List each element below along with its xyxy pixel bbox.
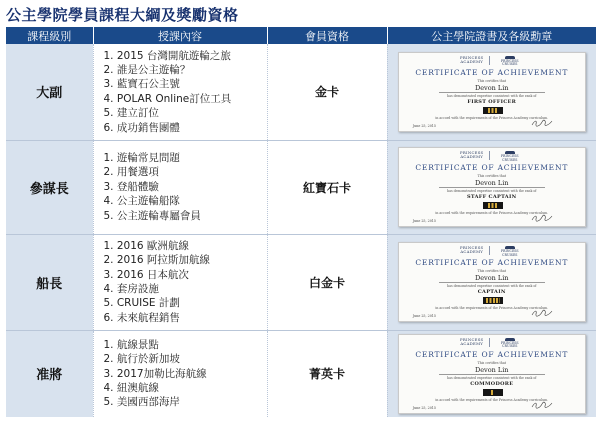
certificate-name: Devon Lin — [475, 83, 509, 92]
certificate-accord-text: in accord with the requirements of the Princess Academy curriculum. — [435, 397, 549, 402]
name-underline — [439, 282, 545, 283]
epaulette-stripes — [488, 203, 498, 208]
certificate-cell — [387, 330, 596, 417]
certificate-image — [398, 334, 586, 414]
certificate-rank-intro: has demonstrated expertise consistent with the rank of — [447, 284, 537, 288]
certificate-name: Devon Lin — [475, 179, 509, 187]
table-row — [6, 330, 596, 417]
course-content — [93, 140, 267, 234]
course-item-list — [104, 151, 267, 223]
princess-academy-logo: PRINCESS ACADEMY — [460, 150, 484, 160]
logo-divider — [489, 151, 490, 160]
course-level — [6, 140, 93, 234]
name-underline — [439, 92, 545, 93]
certificate-title: CERTIFICATE OF ACHIEVEMENT — [415, 67, 569, 77]
certificate-rank: FIRST OFFICER — [467, 98, 517, 105]
course-item: 6. 未來航程銷售 — [103, 311, 180, 324]
certificate-certify-text: This certifies that — [477, 360, 507, 365]
certificate-accord-text: in accord with the requirements of the Princess Academy curriculum. — [435, 211, 549, 215]
epaulette-stripes — [491, 390, 494, 395]
course-item: 2. 誰是公主遊輪？ — [103, 63, 191, 76]
certificate-date: June 25, 2015 — [412, 123, 436, 128]
rank-epaulette-icon — [483, 202, 503, 209]
course-item-list — [104, 239, 267, 325]
certificate-title: CERTIFICATE OF ACHIEVEMENT — [415, 258, 569, 267]
membership-cell — [267, 234, 387, 330]
course-item: 1. 2016 歐洲航線 — [103, 239, 189, 252]
course-item: 2. 用餐選項 — [103, 166, 159, 179]
princess-cruises-logo-text: PRINCESS CRUISES — [500, 154, 519, 162]
course-level — [6, 330, 93, 417]
certificate-title: CERTIFICATE OF ACHIEVEMENT — [415, 349, 569, 359]
course-item: 5. 公主遊輪專屬會員 — [103, 209, 201, 222]
princess-cruises-logo — [495, 56, 525, 67]
signature-icon — [531, 401, 553, 409]
course-item: 2. 2016 阿拉斯加航線 — [103, 254, 210, 267]
table-row — [6, 140, 596, 234]
princess-cruises-logo — [495, 338, 525, 349]
princess-cruises-logo-text: PRINCESS CRUISES — [500, 58, 519, 67]
membership-label: 紅寶石卡 — [302, 180, 351, 195]
certificate-name: Devon Lin — [475, 274, 509, 282]
header-membership: 會員資格 — [267, 27, 387, 44]
logo-divider — [489, 338, 490, 347]
course-item: 3. 藍寶石公主號 — [103, 78, 180, 91]
certificate-cell — [387, 234, 596, 330]
course-level-label: 大副 — [36, 86, 63, 102]
rank-epaulette-icon — [483, 389, 503, 396]
course-item: 4. POLAR Online訂位工具 — [103, 92, 232, 105]
certificate-rank: COMMODORE — [470, 380, 514, 387]
course-content — [93, 234, 267, 330]
epaulette-stripes — [488, 108, 498, 113]
certificate-image — [398, 242, 586, 322]
certificate-rank-intro: has demonstrated expertise consistent with the rank of — [447, 189, 537, 193]
table-row — [6, 44, 596, 140]
certificate-rank-intro: has demonstrated expertise consistent with the rank of — [447, 93, 537, 98]
membership-label: 金卡 — [314, 85, 339, 100]
signature-icon — [531, 309, 553, 317]
logo-divider — [489, 246, 490, 255]
certificate-cell — [387, 44, 596, 140]
header-level: 課程級別 — [6, 27, 93, 44]
course-item: 5. CRUISE 計劃 — [103, 297, 180, 310]
course-item: 4. 公主遊輪船隊 — [103, 195, 180, 208]
princess-cruises-logo-text: PRINCESS CRUISES — [500, 340, 519, 349]
course-item: 5. 建立訂位 — [103, 107, 159, 120]
curriculum-table — [6, 27, 596, 417]
certificate-rank: CAPTAIN — [477, 289, 506, 295]
certificate-name: Devon Lin — [475, 365, 509, 374]
course-item-list — [104, 49, 267, 135]
certificate-accord-text: in accord with the requirements of the Princess Academy curriculum. — [435, 306, 549, 310]
princess-academy-logo: PRINCESS ACADEMY — [460, 336, 484, 347]
membership-cell — [267, 330, 387, 417]
table-row — [6, 234, 596, 330]
course-item: 3. 2017加勒比海航線 — [103, 367, 207, 380]
rank-epaulette-icon — [483, 107, 503, 114]
princess-cruises-logo-text: PRINCESS CRUISES — [500, 249, 519, 257]
certificate-certify-text: This certifies that — [477, 269, 507, 273]
princess-academy-logo: PRINCESS ACADEMY — [460, 245, 484, 255]
certificate-certify-text: This certifies that — [477, 174, 507, 178]
course-item-list — [104, 338, 267, 410]
princess-academy-logo: PRINCESS ACADEMY — [460, 54, 484, 65]
certificate-image — [398, 147, 586, 227]
certificate-title: CERTIFICATE OF ACHIEVEMENT — [415, 163, 569, 172]
membership-label: 白金卡 — [308, 275, 345, 290]
certificate-certify-text: This certifies that — [477, 78, 507, 83]
name-underline — [439, 374, 545, 375]
course-item: 4. 紐澳航線 — [103, 381, 159, 394]
course-item: 3. 登船體驗 — [103, 180, 159, 193]
membership-cell — [267, 44, 387, 140]
membership-cell — [267, 140, 387, 234]
course-item: 5. 美國西部海岸 — [103, 396, 180, 409]
princess-cruises-logo — [495, 151, 525, 162]
course-item: 3. 2016 日本航次 — [103, 268, 189, 281]
certificate-date: June 25, 2015 — [412, 219, 436, 223]
course-level — [6, 234, 93, 330]
page-title: 公主學院學員課程大綱及獎勵資格 — [6, 6, 239, 24]
course-level — [6, 44, 93, 140]
membership-label: 菁英卡 — [308, 367, 345, 382]
course-item: 1. 航線景點 — [103, 338, 159, 351]
course-content — [93, 44, 267, 140]
signature-icon — [531, 119, 553, 127]
course-level-label: 准將 — [36, 368, 63, 384]
course-item: 1. 遊輪常見問題 — [103, 151, 180, 164]
certificate-rank: STAFF CAPTAIN — [466, 194, 517, 200]
name-underline — [439, 187, 545, 188]
signature-icon — [531, 214, 553, 222]
course-item: 6. 成功銷售團體 — [103, 121, 180, 134]
table-header-row — [6, 27, 596, 44]
course-item: 2. 航行於新加坡 — [103, 353, 180, 366]
certificate-accord-text: in accord with the requirements of the Princess Academy curriculum. — [435, 115, 549, 120]
course-level-label: 參謀長 — [29, 181, 69, 197]
certificate-rank-intro: has demonstrated expertise consistent with the rank of — [447, 375, 537, 380]
certificate-image — [398, 52, 586, 132]
header-certificate: 公主學院證書及各級勳章 — [387, 27, 596, 44]
certificate-date: June 25, 2015 — [412, 405, 436, 410]
header-content: 授課內容 — [93, 27, 267, 44]
princess-cruises-logo — [495, 246, 525, 257]
certificate-date: June 25, 2015 — [412, 314, 436, 318]
logo-divider — [489, 56, 490, 65]
rank-epaulette-icon — [483, 297, 503, 304]
course-level-label: 船長 — [36, 276, 63, 292]
certificate-cell — [387, 140, 596, 234]
epaulette-stripes — [486, 298, 500, 303]
course-item: 1. 2015 台灣開航遊輪之旅 — [103, 49, 231, 62]
course-item: 4. 套房設施 — [103, 283, 159, 295]
course-content — [93, 330, 267, 417]
